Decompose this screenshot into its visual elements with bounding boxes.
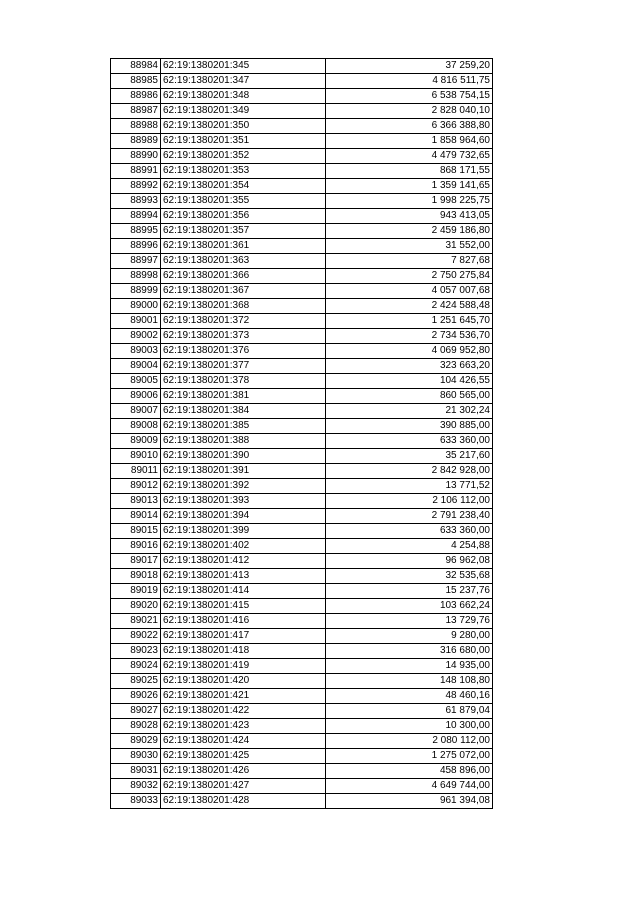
cadastral-number-cell: 62:19:1380201:415 (161, 599, 326, 614)
cadastral-number-cell: 62:19:1380201:354 (161, 179, 326, 194)
cadastral-number-cell: 62:19:1380201:391 (161, 464, 326, 479)
table-row (111, 344, 493, 359)
cadastral-value-cell: 4 649 744,00 (326, 779, 493, 794)
cadastral-value-cell: 61 879,04 (326, 704, 493, 719)
cadastral-value-cell: 2 080 112,00 (326, 734, 493, 749)
cadastral-number-cell: 62:19:1380201:417 (161, 629, 326, 644)
cadastral-value-cell: 21 302,24 (326, 404, 493, 419)
row-number-cell: 88992 (111, 179, 161, 194)
row-number-cell: 89027 (111, 704, 161, 719)
cadastral-number-cell: 62:19:1380201:399 (161, 524, 326, 539)
cadastral-value-cell: 4 816 511,75 (326, 74, 493, 89)
row-number-cell: 89025 (111, 674, 161, 689)
cadastral-number-cell: 62:19:1380201:349 (161, 104, 326, 119)
row-number-cell: 89031 (111, 764, 161, 779)
row-number-cell: 89033 (111, 794, 161, 809)
row-number-cell: 89015 (111, 524, 161, 539)
table-row (111, 134, 493, 149)
cadastral-value-cell: 48 460,16 (326, 689, 493, 704)
cadastral-number-cell: 62:19:1380201:367 (161, 284, 326, 299)
row-number-cell: 89007 (111, 404, 161, 419)
cadastral-number-cell: 62:19:1380201:418 (161, 644, 326, 659)
cadastral-value-cell: 323 663,20 (326, 359, 493, 374)
cadastral-value-cell: 458 896,00 (326, 764, 493, 779)
row-number-cell: 89012 (111, 479, 161, 494)
table-row (111, 659, 493, 674)
cadastral-value-cell: 4 254,88 (326, 539, 493, 554)
row-number-cell: 89028 (111, 719, 161, 734)
cadastral-value-cell: 148 108,80 (326, 674, 493, 689)
table-row (111, 629, 493, 644)
cadastral-number-cell: 62:19:1380201:422 (161, 704, 326, 719)
row-number-cell: 88998 (111, 269, 161, 284)
table-row (111, 449, 493, 464)
row-number-cell: 89003 (111, 344, 161, 359)
cadastral-value-cell: 4 479 732,65 (326, 149, 493, 164)
cadastral-number-cell: 62:19:1380201:350 (161, 119, 326, 134)
row-number-cell: 89030 (111, 749, 161, 764)
table-row (111, 74, 493, 89)
row-number-cell: 88991 (111, 164, 161, 179)
table-row (111, 749, 493, 764)
table-row (111, 494, 493, 509)
cadastral-number-cell: 62:19:1380201:373 (161, 329, 326, 344)
cadastral-number-cell: 62:19:1380201:366 (161, 269, 326, 284)
cadastral-value-cell: 2 842 928,00 (326, 464, 493, 479)
cadastral-number-cell: 62:19:1380201:420 (161, 674, 326, 689)
table-row (111, 164, 493, 179)
cadastral-value-cell: 6 366 388,80 (326, 119, 493, 134)
table-row (111, 329, 493, 344)
cadastral-value-cell: 32 535,68 (326, 569, 493, 584)
row-number-cell: 88984 (111, 59, 161, 74)
cadastral-number-cell: 62:19:1380201:355 (161, 194, 326, 209)
table-row (111, 554, 493, 569)
cadastral-value-cell: 96 962,08 (326, 554, 493, 569)
table-row (111, 464, 493, 479)
table-row (111, 89, 493, 104)
row-number-cell: 89000 (111, 299, 161, 314)
cadastral-number-cell: 62:19:1380201:377 (161, 359, 326, 374)
row-number-cell: 89013 (111, 494, 161, 509)
row-number-cell: 89004 (111, 359, 161, 374)
cadastral-number-cell: 62:19:1380201:361 (161, 239, 326, 254)
row-number-cell: 89009 (111, 434, 161, 449)
cadastral-value-cell: 103 662,24 (326, 599, 493, 614)
table-row (111, 584, 493, 599)
row-number-cell: 89026 (111, 689, 161, 704)
cadastral-value-cell: 1 251 645,70 (326, 314, 493, 329)
cadastral-number-cell: 62:19:1380201:390 (161, 449, 326, 464)
table-row (111, 764, 493, 779)
table-row (111, 479, 493, 494)
table-row (111, 374, 493, 389)
table-row (111, 284, 493, 299)
table-row (111, 794, 493, 809)
cadastral-value-cell: 633 360,00 (326, 434, 493, 449)
table-row (111, 734, 493, 749)
row-number-cell: 89023 (111, 644, 161, 659)
row-number-cell: 88990 (111, 149, 161, 164)
table-row (111, 419, 493, 434)
cadastral-number-cell: 62:19:1380201:348 (161, 89, 326, 104)
row-number-cell: 88995 (111, 224, 161, 239)
cadastral-value-cell: 2 750 275,84 (326, 269, 493, 284)
cadastral-number-cell: 62:19:1380201:413 (161, 569, 326, 584)
table-row (111, 569, 493, 584)
cadastral-value-cell: 9 280,00 (326, 629, 493, 644)
cadastral-number-cell: 62:19:1380201:414 (161, 584, 326, 599)
cadastral-number-cell: 62:19:1380201:353 (161, 164, 326, 179)
cadastral-number-cell: 62:19:1380201:423 (161, 719, 326, 734)
table-row (111, 119, 493, 134)
table-row (111, 779, 493, 794)
cadastral-value-cell: 2 791 238,40 (326, 509, 493, 524)
cadastral-value-cell: 31 552,00 (326, 239, 493, 254)
table-row (111, 149, 493, 164)
cadastral-value-cell: 1 359 141,65 (326, 179, 493, 194)
cadastral-number-cell: 62:19:1380201:412 (161, 554, 326, 569)
cadastral-number-cell: 62:19:1380201:363 (161, 254, 326, 269)
table-row (111, 644, 493, 659)
row-number-cell: 89001 (111, 314, 161, 329)
table-body (111, 59, 493, 809)
cadastral-value-cell: 4 069 952,80 (326, 344, 493, 359)
cadastral-value-cell: 2 459 186,80 (326, 224, 493, 239)
cadastral-value-cell: 13 729,76 (326, 614, 493, 629)
row-number-cell: 89020 (111, 599, 161, 614)
cadastral-value-cell: 2 106 112,00 (326, 494, 493, 509)
row-number-cell: 89021 (111, 614, 161, 629)
cadastral-number-cell: 62:19:1380201:368 (161, 299, 326, 314)
row-number-cell: 88989 (111, 134, 161, 149)
table-row (111, 704, 493, 719)
row-number-cell: 89017 (111, 554, 161, 569)
cadastral-number-cell: 62:19:1380201:402 (161, 539, 326, 554)
cadastral-number-cell: 62:19:1380201:394 (161, 509, 326, 524)
table-row (111, 269, 493, 284)
table-row (111, 404, 493, 419)
table-row (111, 224, 493, 239)
cadastral-number-cell: 62:19:1380201:372 (161, 314, 326, 329)
row-number-cell: 89016 (111, 539, 161, 554)
cadastral-number-cell: 62:19:1380201:356 (161, 209, 326, 224)
cadastral-value-cell: 4 057 007,68 (326, 284, 493, 299)
table-row (111, 719, 493, 734)
table-row (111, 539, 493, 554)
cadastral-value-cell: 961 394,08 (326, 794, 493, 809)
row-number-cell: 88988 (111, 119, 161, 134)
cadastral-value-cell: 35 217,60 (326, 449, 493, 464)
cadastral-number-cell: 62:19:1380201:428 (161, 794, 326, 809)
cadastral-value-cell: 13 771,52 (326, 479, 493, 494)
cadastral-value-cell: 316 680,00 (326, 644, 493, 659)
row-number-cell: 89014 (111, 509, 161, 524)
table-row (111, 359, 493, 374)
cadastral-number-cell: 62:19:1380201:376 (161, 344, 326, 359)
cadastral-number-cell: 62:19:1380201:352 (161, 149, 326, 164)
cadastral-value-cell: 860 565,00 (326, 389, 493, 404)
table-row (111, 59, 493, 74)
row-number-cell: 88994 (111, 209, 161, 224)
cadastral-value-cell: 1 858 964,60 (326, 134, 493, 149)
cadastral-number-cell: 62:19:1380201:425 (161, 749, 326, 764)
cadastral-number-cell: 62:19:1380201:421 (161, 689, 326, 704)
cadastral-number-cell: 62:19:1380201:426 (161, 764, 326, 779)
row-number-cell: 89006 (111, 389, 161, 404)
cadastral-number-cell: 62:19:1380201:357 (161, 224, 326, 239)
cadastral-value-cell: 104 426,55 (326, 374, 493, 389)
row-number-cell: 89032 (111, 779, 161, 794)
table-row (111, 299, 493, 314)
row-number-cell: 88987 (111, 104, 161, 119)
table-row (111, 104, 493, 119)
table-row (111, 194, 493, 209)
row-number-cell: 89029 (111, 734, 161, 749)
row-number-cell: 89011 (111, 464, 161, 479)
row-number-cell: 88986 (111, 89, 161, 104)
cadastral-number-cell: 62:19:1380201:347 (161, 74, 326, 89)
table-row (111, 254, 493, 269)
table-row (111, 389, 493, 404)
table-row (111, 524, 493, 539)
cadastral-value-cell: 868 171,55 (326, 164, 493, 179)
cadastral-value-cell: 14 935,00 (326, 659, 493, 674)
cadastral-number-cell: 62:19:1380201:381 (161, 389, 326, 404)
table-row (111, 614, 493, 629)
row-number-cell: 89008 (111, 419, 161, 434)
cadastral-value-cell: 37 259,20 (326, 59, 493, 74)
cadastral-value-cell: 6 538 754,15 (326, 89, 493, 104)
row-number-cell: 89022 (111, 629, 161, 644)
cadastral-value-cell: 15 237,76 (326, 584, 493, 599)
cadastral-value-cell: 7 827,68 (326, 254, 493, 269)
row-number-cell: 88985 (111, 74, 161, 89)
row-number-cell: 88999 (111, 284, 161, 299)
cadastral-number-cell: 62:19:1380201:427 (161, 779, 326, 794)
table-row (111, 434, 493, 449)
cadastral-value-cell: 2 734 536,70 (326, 329, 493, 344)
row-number-cell: 89005 (111, 374, 161, 389)
cadastral-number-cell: 62:19:1380201:378 (161, 374, 326, 389)
row-number-cell: 88997 (111, 254, 161, 269)
cadastral-number-cell: 62:19:1380201:385 (161, 419, 326, 434)
table-row (111, 209, 493, 224)
table-row (111, 314, 493, 329)
cadastral-value-cell: 633 360,00 (326, 524, 493, 539)
cadastral-number-cell: 62:19:1380201:388 (161, 434, 326, 449)
cadastral-value-cell: 390 885,00 (326, 419, 493, 434)
cadastral-value-cell: 10 300,00 (326, 719, 493, 734)
table-row (111, 689, 493, 704)
cadastral-number-cell: 62:19:1380201:424 (161, 734, 326, 749)
table-row (111, 179, 493, 194)
cadastral-value-cell: 2 424 588,48 (326, 299, 493, 314)
row-number-cell: 88996 (111, 239, 161, 254)
cadastral-number-cell: 62:19:1380201:419 (161, 659, 326, 674)
cadastral-number-cell: 62:19:1380201:345 (161, 59, 326, 74)
row-number-cell: 89002 (111, 329, 161, 344)
cadastral-number-cell: 62:19:1380201:392 (161, 479, 326, 494)
cadastral-number-cell: 62:19:1380201:351 (161, 134, 326, 149)
table-row (111, 509, 493, 524)
cadastral-value-cell: 1 998 225,75 (326, 194, 493, 209)
table-row (111, 674, 493, 689)
cadastral-value-cell: 2 828 040,10 (326, 104, 493, 119)
cadastral-value-cell: 943 413,05 (326, 209, 493, 224)
cadastral-number-cell: 62:19:1380201:393 (161, 494, 326, 509)
row-number-cell: 89010 (111, 449, 161, 464)
table-row (111, 599, 493, 614)
cadastral-number-cell: 62:19:1380201:416 (161, 614, 326, 629)
row-number-cell: 89018 (111, 569, 161, 584)
cadastral-value-table (110, 58, 493, 809)
cadastral-number-cell: 62:19:1380201:384 (161, 404, 326, 419)
row-number-cell: 89019 (111, 584, 161, 599)
row-number-cell: 88993 (111, 194, 161, 209)
row-number-cell: 89024 (111, 659, 161, 674)
cadastral-value-cell: 1 275 072,00 (326, 749, 493, 764)
table-row (111, 239, 493, 254)
